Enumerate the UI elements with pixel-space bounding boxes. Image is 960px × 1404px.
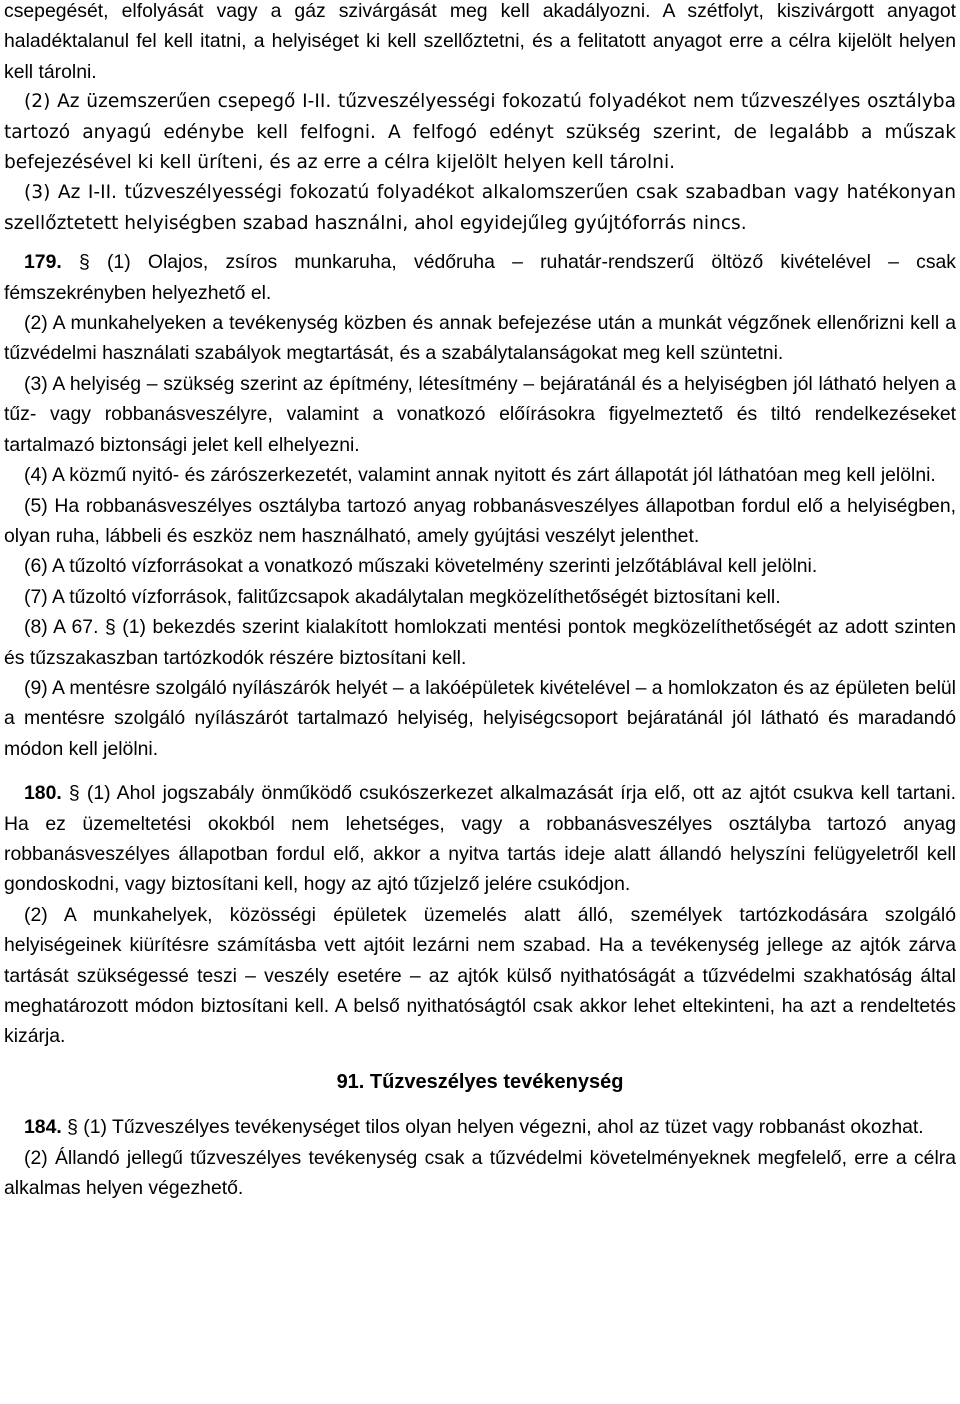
section-179-paragraph-5: (5) Ha robbanásveszélyes osztályba tartozó anyag robbanásveszélyes állapotban fordul elő a helyiségben, olyan ruha, lábbeli és eszköz nem használható, amely gyújtási veszélyt jelenthet. <box>4 494 956 547</box>
section-number: 179. <box>24 251 62 274</box>
section-179-paragraph-3: (3) A helyiség – szükség szerint az építmény, létesítmény – bejáratánál és a helyiségben jól látható helyen a tűz- vagy robbanásveszélyre, valamint a vonatkozó előírásokra figyelmeztető és tiltó rendelkezéseket tartalmazó biztonsági jelet kell elhelyezni. <box>4 372 956 456</box>
chapter-heading: 91. Tűzveszélyes tevékenység <box>336 1070 624 1093</box>
section-text: § (1) Ahol jogszabály önműködő csukószerkezet alkalmazását írja elő, ott az ajtót csukva kell tartani. Ha ez üzemeltetési okokból nem lehetséges, vagy a robbanásveszélyes osztályba tartozó anyag robbanásveszélyes állapotban fordul elő, akkor a nyitva tartás ideje alatt állandó helyszíni felügyeletről kell gondoskodni, vagy biztosítani kell, hogy az ajtó tűzjelző jelére csukódjon. <box>4 782 957 896</box>
section-179-paragraph-2: (2) A munkahelyeken a tevékenység közben és annak befejezése után a munkát végzőnek ellenőrizni kell a tűzvédelmi használati szabályok megtartását, és a szabálytalanságokat meg kell szüntetni. <box>4 312 956 365</box>
paragraph-3: (3) Az I-II. tűzveszélyességi fokozatú folyadékot alkalomszerűen csak szabadban vagy hatékonyan szellőztetett helyiségben szabad használni, ahol egyidejűleg gyújtóforrás nincs. <box>4 182 956 234</box>
section-179-paragraph-8: (8) A 67. § (1) bekezdés szerint kialakított homlokzati mentési pontok megközelíthetőségét az adott szinten és tűzszakaszban tartózkodók részére biztosítani kell. <box>4 616 956 669</box>
section-179-paragraph-1 <box>4 247 956 308</box>
section-184-paragraph-2: (2) Állandó jellegű tűzveszélyes tevékenység csak a tűzvédelmi követelményeknek megfelelő, erre a célra alkalmas helyen végezhető. <box>4 1146 956 1200</box>
paragraph-2: (2) Az üzemszerűen csepegő I-II. tűzveszélyességi fokozatú folyadékot nem tűzveszélyes osztályba tartozó anyagú edénybe kell felfogni. A felfogó edényt szükség szerint, de legalább a műszak befejezésével ki kell üríteni, és az erre a célra kijelölt helyen kell tárolni. <box>4 91 956 174</box>
section-179-paragraph-4: (4) A közmű nyitó- és zárószerkezetét, valamint annak nyitott és zárt állapotát jól láthatóan meg kell jelölni. <box>24 464 936 487</box>
paragraph-continuation: csepegését, elfolyását vagy a gáz szivárgását meg kell akadályozni. A szétfolyt, kiszivárgott anyagot haladéktalanul fel kell itatni, a helyiséget ki kell szellőztetni, és a felitatott anyagot erre a célra kijelölt helyen kell tárolni. <box>4 0 956 83</box>
section-179-paragraph-6: (6) A tűzoltó vízforrásokat a vonatkozó műszaki követelmény szerinti jelzőtáblával kell jelölni. <box>24 555 818 578</box>
section-number: 180. <box>24 782 62 805</box>
section-179-paragraph-9: (9) A mentésre szolgáló nyílászárók helyét – a lakóépületek kivételével – a homlokzaton és az épületen belül a mentésre szolgáló nyílászárót tartalmazó helyiség, helyiségcsoport bejáratánál jól látható és maradandó módon kell jelölni. <box>4 676 956 760</box>
document-page <box>4 0 956 1203</box>
section-180-paragraph-2: (2) A munkahelyek, közösségi épületek üzemelés alatt álló, személyek tartózkodására szolgáló helyiségeinek kiürítésre számításba vett ajtóit lezárni nem szabad. Ha a tevékenység jellege az ajtók zárva tartását szükségessé teszi – veszély esetére – az ajtók külső nyithatóságát a tűzvédelmi szakhatóság által meghatározott módon biztosítani kell. A belső nyithatóságtól csak akkor lehet eltekinteni, ha azt a rendeltetés kizárja. <box>4 903 956 1048</box>
section-text: § (1) Olajos, zsíros munkaruha, védőruha – ruhatár-rendszerű öltöző kivételével – csak fémszekrényben helyezhető el. <box>4 251 956 304</box>
section-180-paragraph-1 <box>4 778 956 900</box>
section-number: 184. <box>24 1116 62 1139</box>
section-179-paragraph-7: (7) A tűzoltó vízforrások, falitűzcsapok akadálytalan megközelíthetőségét biztosítani kell. <box>24 585 781 608</box>
section-text: § (1) Tűzveszélyes tevékenységet tilos olyan helyen végezni, ahol az tüzet vagy robbanást okozhat. <box>67 1116 924 1139</box>
section-184-paragraph-1 <box>4 1112 956 1142</box>
